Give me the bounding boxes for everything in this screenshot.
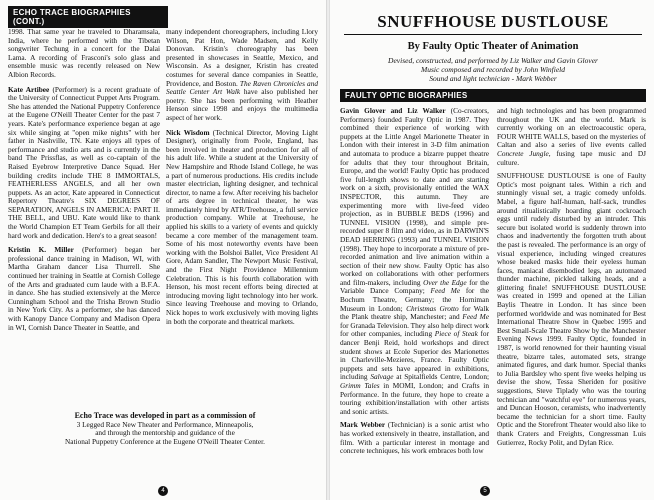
- bio-mark-webber: [340, 421, 489, 455]
- bio-text: for the Variable Dance Company;: [340, 277, 489, 296]
- commission-note-line: and through the mentorship and guidance of the: [95, 428, 235, 438]
- show-title: SNUFFHOUSE DUSTLOUSE: [377, 12, 609, 31]
- left-column-1: [8, 28, 160, 338]
- bio-text: for Granada Television. They also help direct work for other companies, including: [340, 320, 489, 339]
- bio-text: (Technician) is a sonic artist who has worked extensively in theatre, installation, and film. With a particular interest in montage and concrete techniques, his work embraces both low: [340, 420, 489, 456]
- title-rule: [344, 34, 642, 35]
- bio-name: Kate Artibee: [8, 84, 50, 94]
- bio-name: Mark Webber: [340, 420, 386, 430]
- bio-name: Kristin K. Miller: [8, 245, 74, 255]
- commission-note: [30, 412, 300, 446]
- section-header-bar: ECHO TRACE BIOGRAPHIES (CONT.): [8, 6, 168, 28]
- show-subtitle: By Faulty Optic Theater of Animation: [407, 41, 579, 52]
- bio-text: and high technologies and has been programmed throughout the UK and the world. Mark is currently working on an electroacoustic opera, FOUR WHITE WALLS, based on the mysteries of Caltan and also a series of live events called: [497, 106, 646, 150]
- commission-note-line: 3 Legged Race New Theater and Performance, Minneapolis,: [76, 419, 254, 429]
- left-columns: [8, 28, 318, 338]
- bio-italic-text: Feed Me: [430, 286, 461, 296]
- bio-text: many independent choreographers, including Llory Wilson, Pat Hon, Wade Madsen, and Kelly Donovan. Kristin's choreography has been presented in showcases in Seattle, Mexico, and Wisconsin. As a designer, Kristin has created costumes for several dance companies in Seattle, Providence, and Boston.: [166, 27, 318, 88]
- bio-nick-wisdom: [166, 129, 318, 327]
- bio-italic-text: Piece of Steak: [434, 329, 478, 339]
- bio-text: in MOMI, London; and Crafts in Performance. In the future, they hope to create a touring exhibition/installation with other artists and sonic artists.: [340, 381, 489, 416]
- bio-italic-text: Grimm Tales: [340, 381, 380, 390]
- bio-paragraph: [166, 28, 318, 123]
- page-number: 5: [480, 486, 490, 496]
- bio-paragraph: 1998. That same year he traveled to Dharamsala, India, where he performed with the Tibetan songwriter Techung in a concert for the Dalai Lama. A recording of Frasconi's solo glass and ensemble music was recently released on New Albion Records.: [8, 27, 160, 79]
- section-header-bar: FAULTY OPTIC BIOGRAPHIES: [340, 89, 646, 102]
- bio-italic-text: Over the Edge: [423, 277, 467, 287]
- bio-text: (Co-creators, Performers) founded Faulty Optic in 1987. They combined their experience of working with puppets at the Little Angel Marionette Theater in London with their interest in 3-D film animation and automata to produce a bizarre puppet theatre for adults that they tour throughout Britain, Europe, and the world! Faulty Optic has produced five full-length shows to date and are starting work on a sixth, provisionally entitled the WAX INSPECTOR, this autumn. They are experimenting more with live-feed video projection, as in BUBBLE BEDS (1996) and TUNNEL VISION (1998), and simple pre-recorded super 8 film and video, as in DARWIN'S DEAD HERRING (1993) and TUNNEL VISION (1998). They hope to incorporate a mixture of pre-recorded animation and live animation within a section of their new show. Faulty Optic has also worked on collaborations with other performers and film-makers, including: [340, 106, 489, 287]
- bio-text: (Performer) is a recent graduate of the University of Connecticut Puppet Arts Program. She has attended the National Puppetry Conference at the Eugene O'Neill Theater Center for the past 7 years. Kate's performance experience began at age six while singing at "open mike nights" with her father in Nashville, TN. Kate enjoys all types of performance and studio arts and is currently in the band The Prissflas, as well as co-captain of the Raised Eyebrow Interpretive Dance Squad. Her building credits include THE 8 IMMORTALS, FEATHERLESS ANGELS, and all her own puppets. As an actor, Kate appeared in Connecticut Repertory Theatre's SIX DEGREES OF SEPARATION, ANGELS IN AMERICA: PART II. THE BELL, and UBU. Kate would like to thank the World Champion ET Team Gerbils for all their hard work and dedication. Here's to a great season!: [8, 84, 161, 240]
- bio-italic-text: Christmas Grotto: [406, 303, 459, 313]
- left-column-2: [166, 28, 318, 338]
- bio-name: Nick Wisdom: [166, 127, 210, 137]
- bio-italic-text: Salvage: [370, 372, 394, 382]
- bio-kristin-miller: [8, 246, 160, 332]
- bio-text: at Spitalfields Centre, London;: [393, 372, 489, 382]
- bio-glover-walker: [340, 107, 489, 416]
- bio-text: for the Bochum Theatre, Germany; the Horniman Museum in London;: [340, 286, 489, 313]
- bio-kate-artibee: [8, 86, 160, 241]
- bio-text: for Walk the Plank theatre ship, Manchester; and: [340, 303, 489, 322]
- right-columns: [340, 107, 646, 461]
- bio-italic-text: The Raven Chronicles and Seattle Center Art Walk: [166, 78, 318, 97]
- right-column-1: [340, 107, 489, 461]
- bio-paragraph: [497, 107, 646, 167]
- right-column-2: [497, 107, 646, 461]
- show-credits: [340, 56, 646, 83]
- commission-note-title: Echo Trace was developed in part as a commission of: [74, 411, 256, 420]
- page-number: 4: [158, 486, 168, 496]
- left-page: [0, 0, 326, 500]
- bio-text: (Technical Director, Moving Light Designer), originally from Poole, England, has been involved in theater and production for all of his adult life. While a student at the University of New Hampshire and Rhode Island College, he was a part of numerous productions. His credits include master electrician, lighting designer, and technical director, to name a few. After receiving his bachelor of arts degree in technical theater, he was immediately hired by ATR/Treehouse, a full service production company. While at Treehouse, he applied his skills to a variety of events and quickly became a core member of the management team. Some of his most noteworthy events have been working with the Bolshoi Ballet, Vice President Al Gore, Adam Sandler, The Newport Music Festival, and the First Night Providence Millennium Celebration. This is his fourth collaboration with Henson, his most recent efforts being directed at introducing moving light technology into her work. Since leaving Treehouse and moving to Orlando, Nick hopes to work exclusively with moving lights in both the corporate and theatrical markets.: [166, 127, 318, 326]
- commission-note-line: National Puppetry Conference at the Eugene O'Neill Theater Center.: [65, 436, 265, 446]
- bio-italic-text: Concrete Jungle: [497, 148, 549, 158]
- right-page: [330, 0, 654, 500]
- bio-text: for dancer Benji Reid, hold workshops and direct student shows at Ecole Superior des Marionettes in Charleville-Mezieres, France. Faulty Optic puppets and sets have appeared in exhibitions, including: [340, 329, 490, 382]
- show-description: SNUFFHOUSE DUSTLOUSE is one of Faulty Optic's most poignant tales. Within a rich and stunningly visual set, a tragic comedy unfolds. Mabel, a figure half-human, half-sack, trundles around ritualistically hoarding giant cockroach eggs until rudely disturbed by an intruder. This secure but isolated world is suddenly thrown into chaos and inadvertently the forgotten truth about the past is revealed. The performance is an orgy of visual experience, including winged creatures whose beaked masks hide their eyeless human faces, maniacal disembodied legs, an automated thunder machine, pickled talking heads, and a glittering finale! SNUFFHOUSE DUSTLOUSE was created in 1999 and opened at the Lilian Baylis Theatre in London. It has since been performed worldwide and was nominated for Best International Theatre Show in Quebec 1995 and Best Small-Scale Theatre Show by the Manchester Evening News 1999. Faulty Optic, founded in 1987, is world renowned for their haunting visual theatre, bizarre tales, automated sets, strange animated figures, and dark humor. Special thanks to Julia Bardsley who spent five weeks helping us devise the show, Tessa Sheriden for positive suggestions, Steve Tiplady who was the touring technician and "watchful eye" for numerous years, and Duncan Hooson, ceramists, who inadvertently became the technician for a short time. Faulty Optic and the Storefront Theater would also like to thank Craters and Freights, Congressman Luis Gutierrez, Rocky Polit, and Dylan Rice.: [497, 171, 646, 447]
- credit-line: Music composed and recorded by John Winfield: [421, 65, 565, 74]
- bio-text: have also published her poetry. She has been performing with Heather Henson since 1998 and enjoys the multimedia aspect of her work.: [166, 87, 318, 122]
- credit-line: Sound and light technician - Mark Webber: [429, 74, 557, 83]
- bio-text: , fusing tape music and DJ culture.: [497, 148, 646, 167]
- credit-line: Devised, constructed, and performed by Liz Walker and Gavin Glover: [388, 56, 598, 65]
- bio-name: Gavin Glover and Liz Walker: [340, 106, 446, 115]
- bio-italic-text: Feed Me: [462, 312, 489, 322]
- bio-text: (Performer) began her professional dance training in Madison, WI, with Martha Graham dancer Lisa Thurrell. She continued her training in Seattle at Cornish College of the Arts and graduated cum laude with a B.F.A. in dance. She has studied extensively at the Merce Cunningham School and the Trisha Brown Studio in New York City. As a performer, she has danced with Kanopy Dance Company and Madison Opera in WI, Cornish Dance Theater in Seattle, and: [8, 245, 160, 332]
